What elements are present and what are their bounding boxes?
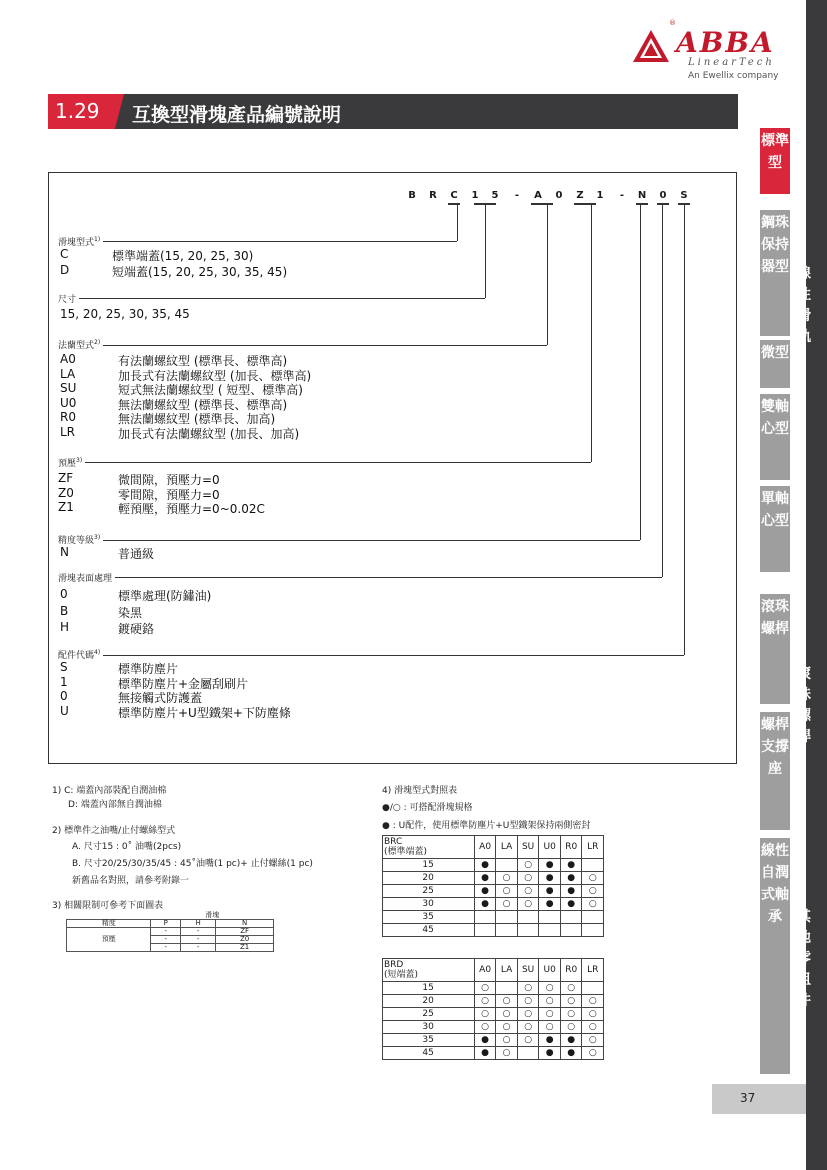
group-label-note: 3) xyxy=(94,534,101,541)
registered-mark: ® xyxy=(669,19,676,27)
option-desc: 微間隙，預壓力=0 xyxy=(118,473,220,487)
table-cell: ○ xyxy=(474,1021,496,1034)
table-header: LA xyxy=(496,836,518,859)
table-cell: ○ xyxy=(496,885,518,898)
group-label-note: 2) xyxy=(94,339,101,346)
leader-line-vertical xyxy=(684,205,685,655)
option-code: B xyxy=(60,603,69,618)
page-number-box xyxy=(712,1084,806,1114)
table-cell xyxy=(517,911,539,924)
table-row xyxy=(383,1047,604,1060)
code-segment-underline xyxy=(531,203,553,205)
table-cell: ○ xyxy=(474,982,496,995)
leader-line-horizontal xyxy=(58,241,457,242)
table-cell: ○ xyxy=(582,885,604,898)
leader-line-horizontal xyxy=(58,298,485,299)
sidebar-group-label: 其他零組件 xyxy=(797,909,811,1009)
table-row-size: 25 xyxy=(383,1008,475,1021)
note-4-legend-1: ●/○ : 可搭配滑塊規格 xyxy=(382,803,473,813)
table-row-size: 20 xyxy=(383,995,475,1008)
table-cell: ○ xyxy=(517,1008,539,1021)
table-header: P xyxy=(151,920,180,928)
note-3-title: 3) 相關限制可參考下面圖表 xyxy=(52,901,164,911)
table-cell: ○ xyxy=(539,1021,561,1034)
option-code: Z0 xyxy=(58,485,74,500)
table-cell xyxy=(560,924,582,937)
table-cell: ○ xyxy=(582,1047,604,1060)
table-cell: ○ xyxy=(517,1034,539,1047)
option-code: D xyxy=(60,263,70,277)
table-cell: ○ xyxy=(496,1047,518,1060)
option-desc: 短端蓋(15, 20, 25, 30, 35, 45) xyxy=(112,265,288,279)
group-label-text: 精度等級 xyxy=(58,536,95,546)
table-cell: ○ xyxy=(517,982,539,995)
sidebar-tab[interactable] xyxy=(760,394,790,480)
code-char: A xyxy=(534,190,542,201)
table-cell: ○ xyxy=(517,885,539,898)
sidebar-tab[interactable] xyxy=(760,712,790,830)
option-code: H xyxy=(60,620,70,634)
code-char: 0 xyxy=(659,190,667,201)
table-cell: ● xyxy=(539,885,561,898)
table-header: LR xyxy=(582,959,604,982)
table-cell: ○ xyxy=(496,1034,518,1047)
option-desc: 短式無法蘭螺紋型 ( 短型、標準高) xyxy=(118,383,303,397)
table-header: N xyxy=(216,920,274,928)
table-cell: ○ xyxy=(582,1021,604,1034)
table-row xyxy=(383,995,604,1008)
code-char: - xyxy=(514,190,520,201)
option-code: 0 xyxy=(60,587,68,601)
option-desc: 染黑 xyxy=(118,605,143,620)
note-2-b: B. 尺寸20/25/30/35/45 : 45˚油嘴(1 pc)+ 止付螺絲(1 pc) xyxy=(72,859,313,869)
table-row-size: 45 xyxy=(383,1047,475,1060)
table-cell: ● xyxy=(539,1034,561,1047)
table-row xyxy=(383,836,604,859)
table-row-size: 15 xyxy=(383,982,475,995)
table-cell: ○ xyxy=(539,995,561,1008)
table-cell: - xyxy=(151,944,180,952)
note-2-title: 2) 標準件之油嘴/止付螺絲型式 xyxy=(52,826,176,836)
table-cell xyxy=(539,924,561,937)
leader-line-horizontal xyxy=(58,462,591,463)
table-cell: Z0 xyxy=(216,936,274,944)
table-cell: ○ xyxy=(496,995,518,1008)
option-code: N xyxy=(60,545,69,559)
sidebar-group-label: 滾珠螺桿 xyxy=(797,666,811,745)
table-row-size: 30 xyxy=(383,898,475,911)
table-cell: ● xyxy=(474,898,496,911)
table-header: U0 xyxy=(539,836,561,859)
sidebar-group-other-parts xyxy=(794,907,814,1012)
option-code: A0 xyxy=(60,352,76,366)
code-char: S xyxy=(680,190,688,201)
group-label-text: 配件代碼 xyxy=(58,651,95,661)
option-code: Z1 xyxy=(58,500,74,514)
brd-compat-table xyxy=(382,958,604,1060)
leader-line-vertical xyxy=(640,205,641,540)
table-header-block: 滑塊 xyxy=(151,912,274,920)
table-cell: ○ xyxy=(496,872,518,885)
table-cell: ● xyxy=(474,1034,496,1047)
option-desc: 標準防塵片 xyxy=(118,662,179,676)
table-cell: ○ xyxy=(539,1008,561,1021)
table-cell: ○ xyxy=(474,995,496,1008)
table-cell: ○ xyxy=(496,898,518,911)
sidebar-tab-label: 單軸心型 xyxy=(761,491,789,529)
option-desc: 輕預壓，預壓力=0~0.02C xyxy=(118,502,265,516)
table-header: 精度 xyxy=(67,920,151,928)
group-label-text: 尺寸 xyxy=(58,295,77,305)
code-char: 5 xyxy=(491,190,499,201)
option-desc: 標準處理(防鏽油) xyxy=(118,589,212,603)
table-cell xyxy=(496,859,518,872)
table-cell: ● xyxy=(560,1034,582,1047)
table-header-title xyxy=(383,959,475,982)
sidebar-tab[interactable] xyxy=(760,486,790,572)
table-row xyxy=(383,1008,604,1021)
table-cell: ● xyxy=(474,872,496,885)
table-cell: - xyxy=(151,928,180,936)
table-header: U0 xyxy=(539,959,561,982)
code-char: C xyxy=(450,190,458,201)
group-label-note: 4) xyxy=(94,649,101,656)
table-cell: ○ xyxy=(517,898,539,911)
group-label-note: 1) xyxy=(94,236,101,243)
option-desc: 標準端蓋(15, 20, 25, 30) xyxy=(112,249,254,263)
table-row-size: 25 xyxy=(383,885,475,898)
table-cell xyxy=(582,924,604,937)
option-code: R0 xyxy=(60,410,76,424)
table-header: H xyxy=(180,920,215,928)
table-row xyxy=(383,1034,604,1047)
table-cell: ● xyxy=(560,898,582,911)
group-label-note: 3) xyxy=(76,457,83,464)
option-code: U0 xyxy=(60,395,77,410)
code-char: 0 xyxy=(555,190,563,201)
table-cell: - xyxy=(180,944,215,952)
code-char: Z xyxy=(576,190,584,201)
code-segment-underline xyxy=(657,203,669,205)
table-header: LR xyxy=(582,836,604,859)
table-row xyxy=(383,924,604,937)
code-char: B xyxy=(408,190,416,201)
page-number: 37 xyxy=(740,1091,756,1105)
option-code: ZF xyxy=(58,471,74,485)
table-cell: ● xyxy=(474,859,496,872)
table-cell: ● xyxy=(560,1047,582,1060)
table-row xyxy=(383,1021,604,1034)
table-header-title xyxy=(383,836,475,859)
group-label-text: 預壓 xyxy=(58,459,77,469)
sidebar-tab[interactable] xyxy=(760,210,790,336)
size-values: 15, 20, 25, 30, 35, 45 xyxy=(60,307,190,321)
table-cell xyxy=(496,911,518,924)
table-cell: ● xyxy=(474,1047,496,1060)
code-segment-underline xyxy=(448,203,460,205)
table-row-size: 20 xyxy=(383,872,475,885)
leader-line-horizontal xyxy=(58,577,662,578)
table-header: R0 xyxy=(560,836,582,859)
note-1-line-1: 1) C: 端蓋內部裝配自潤油棉 xyxy=(52,786,167,796)
table-row xyxy=(383,911,604,924)
table-header: R0 xyxy=(560,959,582,982)
table-cell: ● xyxy=(560,885,582,898)
table-cell: ZF xyxy=(216,928,274,936)
sidebar-tab-label: 微型 xyxy=(761,345,789,361)
sidebar-tab-label: 滾珠螺桿 xyxy=(761,599,789,637)
table-row-size: 45 xyxy=(383,924,475,937)
leader-line-horizontal xyxy=(58,345,547,346)
option-code: SU xyxy=(60,381,77,395)
option-code: C xyxy=(60,247,69,261)
group-label-flange xyxy=(58,338,103,351)
table-cell: ● xyxy=(560,872,582,885)
table-cell xyxy=(582,911,604,924)
table-cell: ○ xyxy=(582,1008,604,1021)
brc-compat-table xyxy=(382,835,604,937)
sidebar-tab-label: 螺桿支撐座 xyxy=(761,717,789,777)
leader-line-vertical xyxy=(662,205,663,577)
table-header: A0 xyxy=(474,959,496,982)
table-cell: ○ xyxy=(496,1021,518,1034)
note-4-legend-2: ● : U配件，使用標準防塵片+U型鐵架保持兩側密封 xyxy=(382,821,591,831)
table-row xyxy=(383,898,604,911)
group-label-text: 滑塊表面處理 xyxy=(58,574,113,584)
option-desc: 無法蘭螺紋型 (標準長、加高) xyxy=(118,412,276,426)
note-4-title: 4) 滑塊型式對照表 xyxy=(382,786,458,796)
leader-line-vertical xyxy=(485,205,486,298)
option-desc: 普通級 xyxy=(118,547,155,561)
code-segment-underline xyxy=(636,203,648,205)
sidebar-group-linear-guide xyxy=(794,264,814,348)
note-2-a: A. 尺寸15 : 0˚ 油嘴(2pcs) xyxy=(72,842,182,852)
option-desc: 無接觸式防護蓋 xyxy=(118,691,203,705)
table-cell xyxy=(517,924,539,937)
table-cell xyxy=(582,982,604,995)
option-code: U xyxy=(60,703,69,718)
table-row-size: 35 xyxy=(383,1034,475,1047)
code-char: 1 xyxy=(471,190,479,201)
table-cell: - xyxy=(151,936,180,944)
table-subtitle: (標準端蓋) xyxy=(384,847,428,857)
option-desc: 標準防塵片+U型鐵架+下防塵條 xyxy=(118,705,291,720)
code-char: N xyxy=(637,190,647,201)
table-cell xyxy=(474,924,496,937)
table-header: A0 xyxy=(474,836,496,859)
sidebar-group-ball-screw xyxy=(794,664,814,748)
table-cell: ○ xyxy=(582,898,604,911)
table-cell: ○ xyxy=(517,859,539,872)
group-label-text: 法蘭型式 xyxy=(58,341,95,351)
leader-line-horizontal xyxy=(58,655,684,656)
sidebar-tab[interactable] xyxy=(760,340,790,388)
sidebar-tab-label: 鋼珠保持器型 xyxy=(761,215,789,275)
table-cell: ○ xyxy=(474,1008,496,1021)
table-header: SU xyxy=(517,836,539,859)
option-code: 1 xyxy=(60,674,68,689)
sidebar-tab-label: 線性自潤式軸承 xyxy=(761,843,789,925)
sidebar-group-label: 線性滑軌 xyxy=(797,266,811,345)
parent-company: An Ewellix company xyxy=(688,71,779,81)
leader-line-vertical xyxy=(457,205,458,241)
section-title: 互換型滑塊產品編號說明 xyxy=(132,104,342,126)
table-row-size: 15 xyxy=(383,859,475,872)
table-cell: ○ xyxy=(582,995,604,1008)
table-title: BRC xyxy=(384,837,403,847)
table-cell: ○ xyxy=(539,982,561,995)
option-desc: 有法蘭螺紋型 (標準長、標準高) xyxy=(118,354,288,368)
table-cell: ○ xyxy=(560,1008,582,1021)
table-cell xyxy=(496,924,518,937)
group-label-preload xyxy=(58,456,85,469)
brand-name: ABBA xyxy=(676,26,775,59)
table-row-size: 30 xyxy=(383,1021,475,1034)
leader-line-vertical xyxy=(591,205,592,462)
note-1-line-2: D: 端蓋內部無自潤油棉 xyxy=(68,800,162,810)
sidebar-tab-label: 雙軸心型 xyxy=(761,399,789,437)
table-row xyxy=(383,982,604,995)
table-row-label: 預壓 xyxy=(67,928,151,952)
table-cell: ○ xyxy=(560,982,582,995)
option-desc: 鍍硬鉻 xyxy=(118,622,155,636)
sidebar-tab[interactable] xyxy=(760,128,790,194)
table-cell: Z1 xyxy=(216,944,274,952)
option-desc: 加長式有法蘭螺紋型 (加長、加高) xyxy=(118,426,300,441)
table-cell xyxy=(517,1047,539,1060)
code-char: - xyxy=(619,190,625,201)
table-cell xyxy=(582,859,604,872)
option-code: 0 xyxy=(60,689,68,703)
table-cell: ● xyxy=(539,859,561,872)
option-desc: 標準防塵片+金屬刮刷片 xyxy=(118,676,249,691)
table-cell: - xyxy=(180,936,215,944)
table-cell: ○ xyxy=(560,1021,582,1034)
group-label-text: 滑塊型式 xyxy=(58,238,95,248)
table-cell: ● xyxy=(560,859,582,872)
section-number: 1.29 xyxy=(55,99,100,123)
table-cell: - xyxy=(180,928,215,936)
table-cell: ○ xyxy=(582,872,604,885)
abba-logo-icon xyxy=(631,28,671,64)
sidebar-tab[interactable] xyxy=(760,594,790,704)
table-cell xyxy=(474,911,496,924)
table-cell: ○ xyxy=(582,1034,604,1047)
preload-limit-table xyxy=(66,912,274,952)
table-cell: ○ xyxy=(517,872,539,885)
group-label-size xyxy=(58,292,79,305)
option-desc: 零間隙，預壓力=0 xyxy=(118,487,220,502)
table-row xyxy=(383,885,604,898)
leader-line-horizontal xyxy=(58,540,640,541)
table-cell: ○ xyxy=(496,1008,518,1021)
option-code: LR xyxy=(60,424,76,439)
option-desc: 無法蘭螺紋型 (標準長、標準高) xyxy=(118,397,288,412)
sidebar-tab-label: 標準型 xyxy=(761,133,789,171)
note-2-c: 新舊品名對照，請參考附錄一 xyxy=(72,876,190,886)
sidebar-tab[interactable] xyxy=(760,838,790,1074)
option-code: LA xyxy=(60,366,76,381)
table-header: LA xyxy=(496,959,518,982)
table-cell xyxy=(560,911,582,924)
table-row xyxy=(383,859,604,872)
table-cell xyxy=(496,982,518,995)
code-segment-underline xyxy=(574,203,596,205)
code-char: 1 xyxy=(596,190,604,201)
leader-line-vertical xyxy=(547,205,548,345)
option-desc: 加長式有法蘭螺紋型 (加長、標準高) xyxy=(118,368,312,383)
table-cell: ● xyxy=(539,872,561,885)
brand-subtitle: LinearTech xyxy=(688,57,775,68)
code-char: R xyxy=(429,190,437,201)
table-cell: ○ xyxy=(560,995,582,1008)
table-title: BRD xyxy=(384,960,404,970)
option-code: S xyxy=(60,660,68,674)
table-cell: ● xyxy=(539,1047,561,1060)
group-label-surface xyxy=(58,571,115,584)
table-row xyxy=(383,872,604,885)
table-header: SU xyxy=(517,959,539,982)
table-cell: ● xyxy=(474,885,496,898)
table-subtitle: (短端蓋) xyxy=(384,970,419,980)
table-cell xyxy=(539,911,561,924)
table-row-size: 35 xyxy=(383,911,475,924)
table-row xyxy=(383,959,604,982)
table-cell: ○ xyxy=(517,1021,539,1034)
table-cell: ○ xyxy=(517,995,539,1008)
table-cell: ● xyxy=(539,898,561,911)
